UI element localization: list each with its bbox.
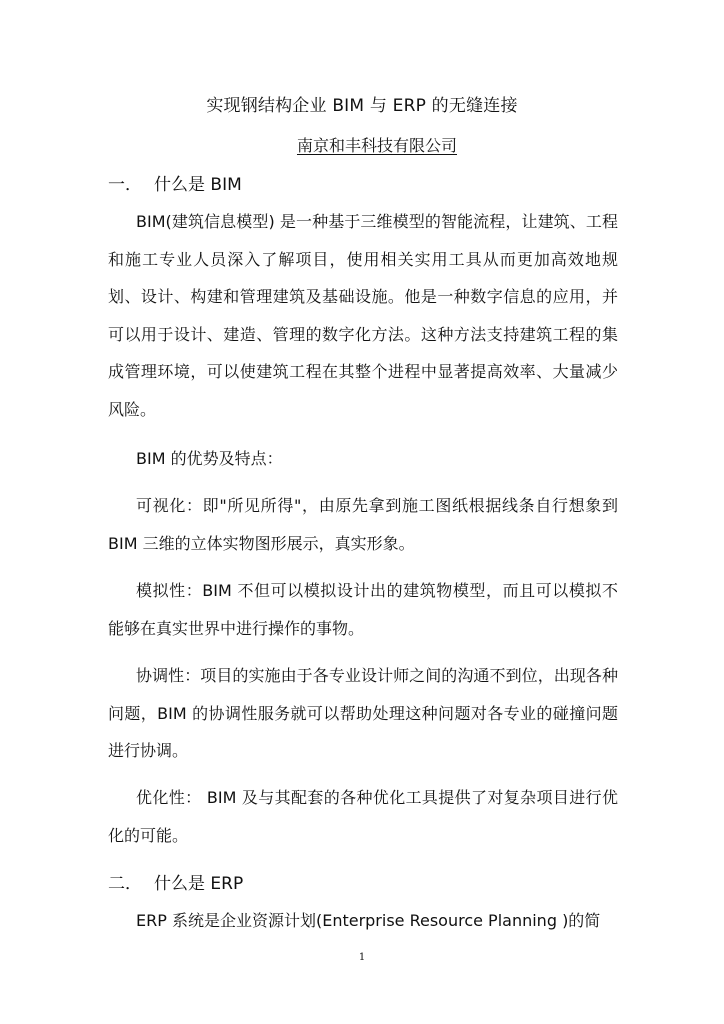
- section-number: 二．: [108, 874, 142, 894]
- document-title: 实现钢结构企业 BIM 与 ERP 的无缝连接: [206, 96, 518, 116]
- company-name: 南京和丰科技有限公司: [296, 136, 457, 155]
- erp-definition-paragraph: ERP 系统是企业资源计划(Enterprise Resource Planning )的简: [136, 911, 601, 930]
- section-heading-bim: [108, 173, 242, 197]
- section-heading-erp: [108, 872, 243, 896]
- page-number: 1: [358, 952, 366, 963]
- bim-definition-paragraph: BIM(建筑信息模型) 是一种基于三维模型的智能流程，让建筑、工程和施工专业人员深入了解项目，使用相关实用工具从而更加高效地规划、设计、构建和管理建筑及基础设施。他是一种数字信息的应用，并可以用于设计、建造、管理的数字化方法。这种方法支持建筑工程的集成管理环境，可以使建筑工程在其整个进程中显著提高效率、大量减少风险。: [108, 212, 618, 419]
- section-number: 一．: [108, 175, 142, 195]
- optimization-paragraph: 优化性： BIM 及与其配套的各种优化工具提供了对复杂项目进行优化的可能。: [108, 788, 618, 845]
- coordination-paragraph: 协调性：项目的实施由于各专业设计师之间的沟通不到位，出现各种问题，BIM 的协调性服务就可以帮助处理这种问题对各专业的碰撞问题进行协调。: [108, 666, 618, 760]
- simulation-paragraph: 模拟性：BIM 不但可以模拟设计出的建筑物模型，而且可以模拟不能够在真实世界中进行操作的事物。: [108, 581, 618, 638]
- visualization-paragraph: 可视化：即"所见所得"，由原先拿到施工图纸根据线条自行想象到 BIM 三维的立体实物图形展示，真实形象。: [108, 496, 618, 553]
- section-title: 什么是 BIM: [154, 175, 242, 195]
- section-title: 什么是 ERP: [154, 874, 244, 894]
- bim-advantages-intro: BIM 的优势及特点：: [136, 449, 283, 468]
